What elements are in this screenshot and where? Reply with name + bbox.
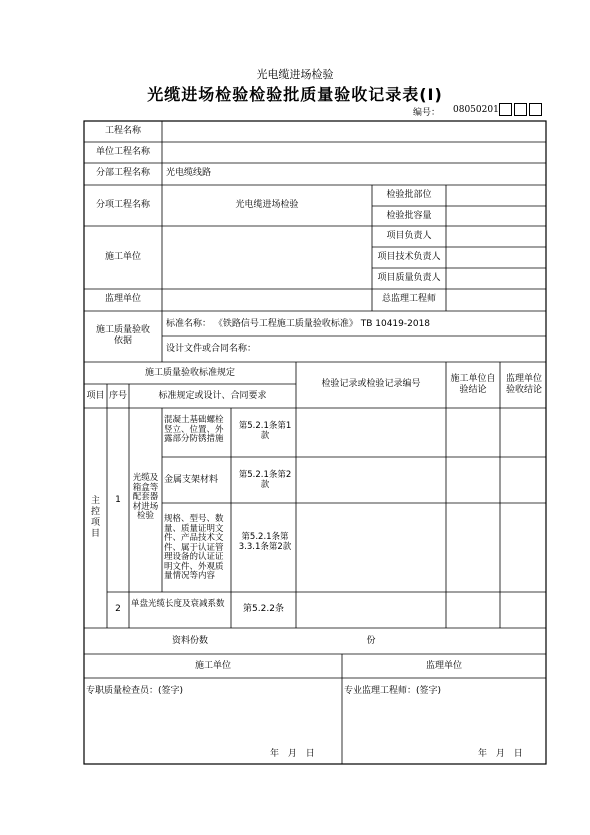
label-tech-manager: 项目技术负责人 bbox=[377, 252, 441, 262]
col-item: 项目 bbox=[86, 391, 105, 401]
row1a-requirement: 混凝土基础螺栓竖立、位置、外露部分防锈措施 bbox=[164, 415, 224, 444]
label-sub-project: 分部工程名称 bbox=[95, 168, 150, 178]
row1c-requirement: 规格、型号、数量、质量证明文件、产品技术文件、属于认证管理设备的认证证明文件、外观质量情况等内容 bbox=[164, 514, 224, 581]
label-project-manager: 项目负责人 bbox=[386, 231, 432, 241]
form-title: 光缆进场检验检验批质量验收记录表(Ⅰ) bbox=[147, 85, 443, 104]
row1b-clause: 第5.2.1条第2款 bbox=[238, 470, 292, 490]
label-basis: 施工质量验收依据 bbox=[95, 325, 150, 346]
row1a-clause: 第5.2.1条第1款 bbox=[238, 421, 292, 441]
footer-supervision: 监理单位 bbox=[425, 661, 462, 671]
code-label: 编号： bbox=[413, 108, 441, 118]
std-header: 施工质量验收标准规定 bbox=[144, 368, 235, 378]
row2-requirement: 单盘光缆长度及衰减系数 bbox=[131, 599, 225, 609]
doc-count-label: 资料份数 bbox=[171, 636, 208, 646]
self-check-header: 施工单位自验结论 bbox=[450, 374, 496, 395]
row1-category: 光缆及箱盒等配套器材进场检验 bbox=[132, 473, 159, 521]
label-supervision-unit: 监理单位 bbox=[104, 294, 141, 304]
label-batch-location: 检验批部位 bbox=[386, 190, 432, 200]
value-item-project: 光电缆进场检验 bbox=[235, 200, 299, 210]
supervisor-signature[interactable]: 专业监理工程师：(签字) bbox=[344, 686, 442, 696]
doc-count-unit: 份 bbox=[366, 636, 376, 646]
footer-construction: 施工单位 bbox=[194, 661, 231, 671]
value-sub-project: 光电缆线路 bbox=[166, 168, 212, 178]
standard-name: 标准名称： 《铁路信号工程施工质量验收标准》 TB 10419-2018 bbox=[166, 319, 431, 329]
label-unit-project: 单位工程名称 bbox=[95, 147, 150, 157]
inspector-signature[interactable]: 专职质量检查员：(签字) bbox=[86, 686, 184, 696]
row2-no: 2 bbox=[115, 604, 121, 614]
row1b-requirement: 金属支架材料 bbox=[164, 475, 219, 485]
date-left[interactable]: 年 月 日 bbox=[270, 749, 315, 759]
label-chief-engineer: 总监理工程师 bbox=[381, 294, 436, 304]
label-batch-capacity: 检验批容量 bbox=[386, 211, 432, 221]
design-docs-label: 设计文件或合同名称： bbox=[166, 344, 257, 354]
label-quality-manager: 项目质量负责人 bbox=[377, 273, 441, 283]
col-requirement: 标准规定或设计、合同要求 bbox=[158, 391, 267, 401]
supervision-check-header: 监理单位验收结论 bbox=[505, 374, 542, 395]
row1c-clause: 第5.2.1条第3.3.1条第2款 bbox=[238, 532, 292, 552]
main-item-label: 主控项目 bbox=[90, 496, 100, 539]
row2-clause: 第5.2.2条 bbox=[243, 604, 284, 614]
row1-no: 1 bbox=[115, 495, 121, 505]
form-subtitle: 光电缆进场检验 bbox=[256, 68, 334, 81]
date-right[interactable]: 年 月 日 bbox=[478, 749, 523, 759]
label-item-project: 分项工程名称 bbox=[95, 200, 150, 210]
col-no: 序号 bbox=[108, 391, 127, 401]
record-header: 检验记录或检验记录编号 bbox=[321, 379, 421, 389]
label-project-name: 工程名称 bbox=[104, 126, 141, 136]
label-construction-unit: 施工单位 bbox=[104, 252, 141, 262]
code-value: 08050201 bbox=[453, 105, 499, 115]
